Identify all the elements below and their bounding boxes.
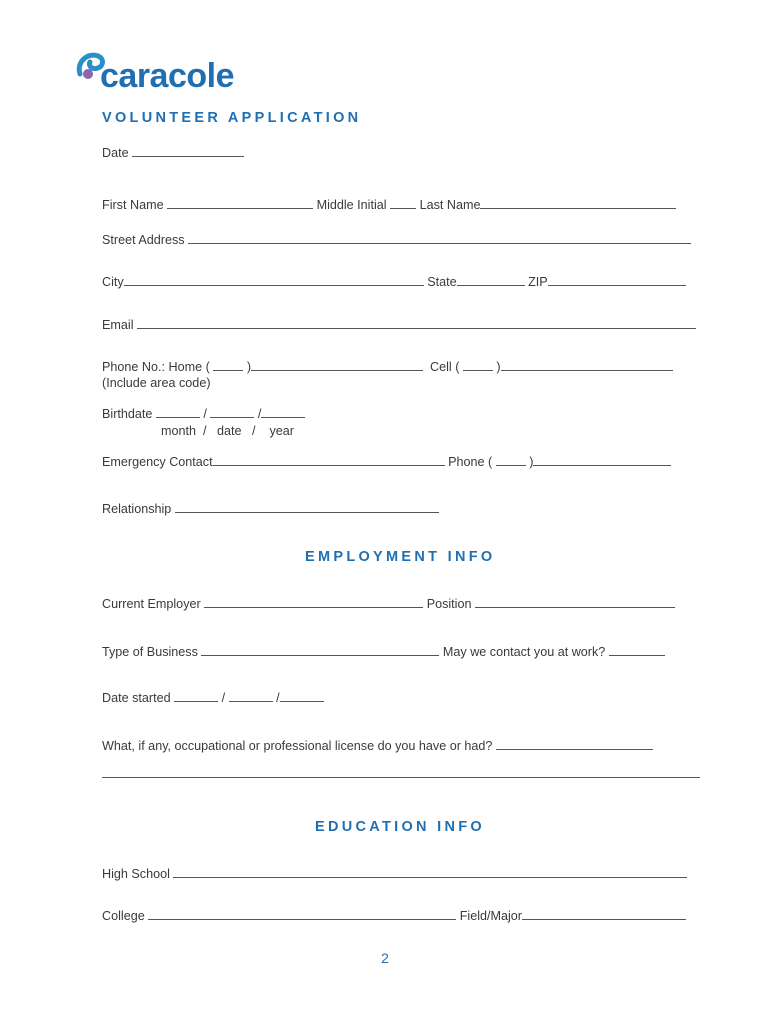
page-number: 2 (381, 950, 389, 966)
employer-field[interactable] (204, 596, 423, 608)
high-school-row (102, 866, 687, 882)
street-row (102, 232, 691, 248)
birthdate-sublabels: month / date / year (161, 424, 294, 438)
area-code-note: (Include area code) (102, 376, 211, 390)
last-name-field[interactable] (480, 197, 676, 209)
date-label: Date (102, 146, 129, 160)
license-field[interactable] (496, 738, 653, 750)
first-name-field[interactable] (167, 197, 313, 209)
state-field[interactable] (457, 274, 525, 286)
city-field[interactable] (124, 274, 424, 286)
education-heading: EDUCATION INFO (315, 819, 485, 835)
position-label: Position (426, 597, 472, 611)
relationship-field[interactable] (175, 501, 439, 513)
middle-initial-label: Middle Initial (316, 198, 387, 212)
birthdate-row (102, 406, 305, 422)
email-row (102, 317, 696, 333)
field-major-label: Field/Major (459, 909, 523, 923)
high-school-field[interactable] (173, 866, 687, 878)
college-label: College (102, 909, 145, 923)
city-row (102, 274, 686, 290)
home-close-paren: ) (246, 360, 252, 374)
date-row (102, 145, 244, 161)
birth-month-field[interactable] (156, 406, 200, 418)
state-label: State (427, 275, 457, 289)
cell-close-paren: ) (496, 360, 501, 374)
last-name-label: Last Name (419, 198, 481, 212)
license-label: What, if any, occupational or professional license do you have or had? (102, 739, 493, 753)
birth-year-field[interactable] (261, 406, 305, 418)
brand-name: caracole (100, 57, 234, 95)
date-field[interactable] (132, 145, 244, 157)
birth-slash-2: / (257, 407, 262, 421)
emergency-phone-field[interactable] (533, 454, 671, 466)
college-row (102, 908, 686, 924)
start-slash-1: / (221, 691, 226, 705)
license-field-continued[interactable] (102, 766, 700, 778)
cell-phone-label: Cell ( (430, 360, 460, 374)
middle-initial-field[interactable] (390, 197, 416, 209)
start-date-field[interactable] (229, 690, 273, 702)
emergency-field[interactable] (213, 454, 445, 466)
zip-field[interactable] (548, 274, 686, 286)
employer-row (102, 596, 675, 612)
street-field[interactable] (188, 232, 691, 244)
position-field[interactable] (475, 596, 675, 608)
city-label: City (102, 275, 124, 289)
emergency-row (102, 454, 671, 470)
street-label: Street Address (102, 233, 185, 247)
license-row (102, 738, 653, 754)
business-field[interactable] (201, 644, 439, 656)
business-label: Type of Business (102, 645, 198, 659)
home-phone-label: Phone No.: Home ( (102, 360, 210, 374)
contact-work-field[interactable] (609, 644, 665, 656)
name-row (102, 197, 676, 213)
birth-date-field[interactable] (210, 406, 254, 418)
emergency-area-code-field[interactable] (496, 454, 526, 466)
cell-area-code-field[interactable] (463, 359, 493, 371)
contact-work-label: May we contact you at work? (442, 645, 606, 659)
relationship-row (102, 501, 439, 517)
email-label: Email (102, 318, 134, 332)
emergency-phone-label: Phone ( (448, 455, 493, 469)
first-name-label: First Name (102, 198, 164, 212)
start-slash-2: / (276, 691, 280, 705)
phone-row (102, 359, 673, 375)
emergency-close-paren: ) (529, 455, 534, 469)
start-year-field[interactable] (280, 690, 324, 702)
home-phone-field[interactable] (251, 359, 423, 371)
start-month-field[interactable] (174, 690, 218, 702)
employer-label: Current Employer (102, 597, 201, 611)
date-started-row (102, 690, 324, 706)
college-field[interactable] (148, 908, 456, 920)
high-school-label: High School (102, 867, 170, 881)
relationship-label: Relationship (102, 502, 172, 516)
email-field[interactable] (137, 317, 696, 329)
employment-heading: EMPLOYMENT INFO (305, 549, 496, 565)
date-started-label: Date started (102, 691, 171, 705)
cell-phone-field[interactable] (501, 359, 673, 371)
page-title: VOLUNTEER APPLICATION (102, 110, 362, 126)
caracole-logo (76, 52, 256, 98)
license-row-2 (102, 766, 700, 782)
zip-label: ZIP (528, 275, 548, 289)
birth-slash-1: / (203, 407, 207, 421)
birthdate-label: Birthdate (102, 407, 153, 421)
home-area-code-field[interactable] (213, 359, 243, 371)
business-row (102, 644, 665, 660)
emergency-label: Emergency Contact (102, 455, 213, 469)
field-major-field[interactable] (522, 908, 686, 920)
